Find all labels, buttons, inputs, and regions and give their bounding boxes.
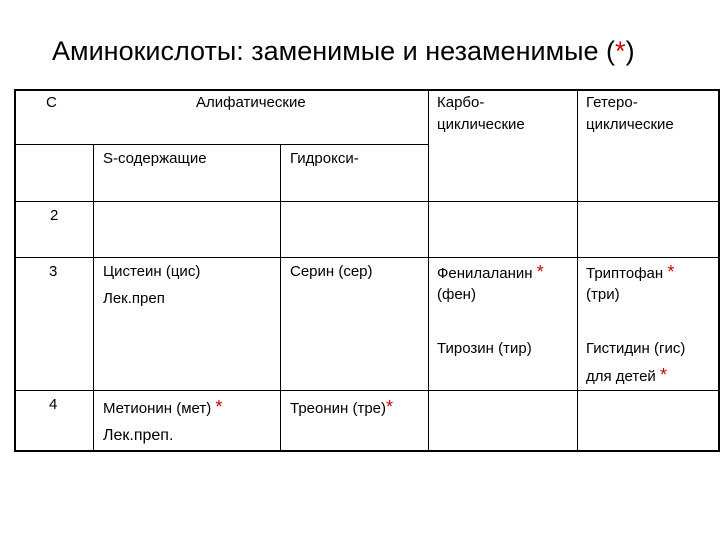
row-line-4 (14, 390, 720, 391)
histidine-note-cell (586, 364, 667, 388)
phenylalanine-label: Фенилаланин (437, 265, 533, 282)
cysteine-note: Лек.преп (103, 290, 165, 307)
row4-number: 4 (49, 396, 58, 413)
header-c: С (46, 94, 57, 111)
tryptophan-star: * (667, 262, 675, 282)
col-line-4 (577, 89, 578, 451)
phenylalanine-star: * (536, 262, 544, 282)
row-line-2 (14, 201, 720, 202)
histidine-star: * (660, 365, 668, 385)
methionine-label: Метионин (мет) (103, 400, 212, 417)
phenylalanine-cell (437, 261, 544, 285)
methionine-note: Лек.преп. (103, 427, 174, 444)
tryptophan-abbr: (три) (586, 286, 620, 303)
tryptophan-label: Триптофан (586, 265, 664, 282)
subheader-hydroxy: Гидрокси- (290, 150, 359, 167)
threonine-star: * (386, 397, 394, 417)
col-line-2 (280, 144, 281, 451)
tyrosine-label: Тирозин (тир) (437, 340, 532, 357)
table-border-top (14, 89, 720, 91)
serine-label: Серин (сер) (290, 263, 373, 280)
title-star: * (615, 36, 626, 66)
subheader-s-containing: S-содержащие (103, 150, 207, 167)
col-line-1 (93, 144, 94, 451)
title-text-after: ) (625, 36, 635, 66)
row2-number: 2 (50, 207, 59, 224)
phenylalanine-abbr: (фен) (437, 286, 476, 303)
title-text-before: Аминокислоты: заменимые и незаменимые ( (52, 36, 616, 66)
header-hetero-line2: циклические (586, 116, 674, 133)
col-line-3 (428, 89, 429, 451)
row3-number: 3 (49, 263, 58, 280)
methionine-star: * (215, 397, 223, 417)
header-hetero-line1: Гетеро- (586, 94, 638, 111)
histidine-label: Гистидин (гис) (586, 340, 686, 357)
header-aliphatic: Алифатические (196, 94, 306, 111)
tryptophan-cell (586, 261, 674, 285)
cysteine-label: Цистеин (цис) (103, 263, 201, 280)
threonine-cell (290, 396, 393, 420)
row-line-3 (14, 257, 720, 258)
page-title (52, 36, 635, 67)
methionine-cell (103, 396, 222, 420)
histidine-note: для детей (586, 368, 656, 385)
header-carbo-line1: Карбо- (437, 94, 485, 111)
header-carbo-line2: циклические (437, 116, 525, 133)
row-line-1 (14, 144, 429, 145)
table-border-bottom (14, 450, 720, 452)
threonine-label: Треонин (тре) (290, 400, 387, 417)
